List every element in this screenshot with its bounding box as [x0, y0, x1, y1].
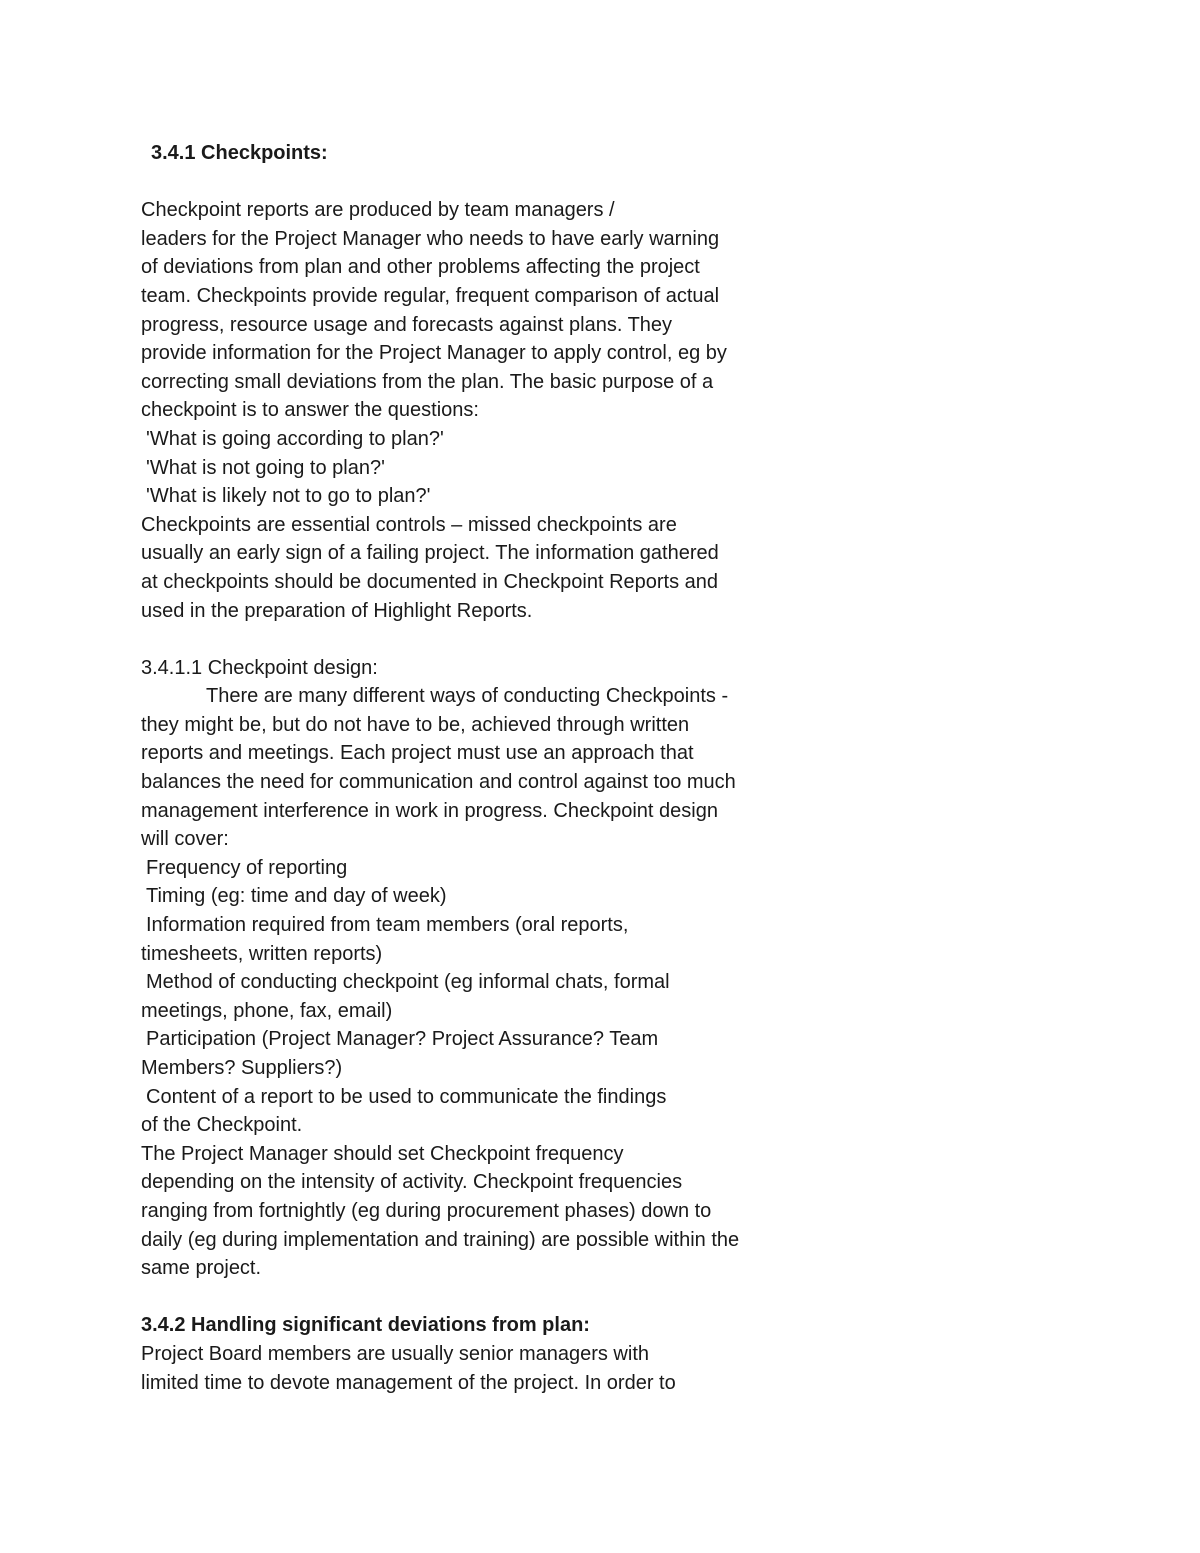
paragraph-checkpoint-design: [141, 682, 841, 854]
text-line: balances the need for communication and control against too much: [141, 771, 736, 794]
text-line: daily (eg during implementation and training) are possible within the: [141, 1228, 740, 1251]
section-heading-deviations: 3.4.2 Handling significant deviations from plan:: [141, 1314, 590, 1337]
text-line: at checkpoints should be documented in Checkpoint Reports and: [141, 570, 719, 593]
spacer: [141, 1283, 841, 1312]
text-line: The Project Manager should set Checkpoint frequency: [141, 1142, 624, 1165]
text-line: progress, resource usage and forecasts against plans. They: [141, 313, 673, 336]
spacer: [141, 168, 841, 197]
document-page: [141, 139, 841, 1397]
list-item: Information required from team members (oral reports,: [146, 914, 629, 937]
text-line: checkpoint is to answer the questions:: [141, 399, 479, 422]
text-line: of deviations from plan and other problems affecting the project: [141, 256, 700, 279]
text-line: usually an early sign of a failing project. The information gathered: [141, 542, 719, 565]
text-line: limited time to devote management of the project. In order to: [141, 1371, 676, 1394]
text-line: team. Checkpoints provide regular, frequent comparison of actual: [141, 284, 720, 307]
text-line: leaders for the Project Manager who needs to have early warning: [141, 227, 720, 250]
text-line: used in the preparation of Highlight Reports.: [141, 599, 533, 622]
text-line: they might be, but do not have to be, achieved through written: [141, 713, 690, 736]
text-line: ranging from fortnightly (eg during procurement phases) down to: [141, 1199, 712, 1222]
list-item: Method of conducting checkpoint (eg informal chats, formal: [146, 971, 670, 994]
paragraph-project-board: [141, 1340, 841, 1397]
text-line: provide information for the Project Manager to apply control, eg by: [141, 342, 727, 365]
text-line: same project.: [141, 1257, 262, 1280]
spacer: [141, 625, 841, 654]
text-line: management interference in work in progress. Checkpoint design: [141, 799, 718, 822]
text-line: will cover:: [141, 828, 229, 851]
question-item: 'What is going according to plan?': [146, 427, 444, 450]
design-item-list: [141, 854, 841, 1140]
list-item-continuation: timesheets, written reports): [141, 942, 383, 965]
list-item: Frequency of reporting: [146, 856, 348, 879]
text-line: Project Board members are usually senior managers with: [141, 1342, 649, 1365]
question-list: [141, 425, 841, 511]
list-item-continuation: of the Checkpoint.: [141, 1114, 303, 1137]
text-line: Checkpoint reports are produced by team managers /: [141, 199, 615, 222]
question-item: 'What is not going to plan?': [146, 456, 385, 479]
text-line: There are many different ways of conducting Checkpoints -: [206, 685, 729, 708]
list-item: Timing (eg: time and day of week): [146, 885, 447, 908]
paragraph-checkpoint-frequency: [141, 1140, 841, 1283]
list-item-continuation: meetings, phone, fax, email): [141, 999, 393, 1022]
text-line: correcting small deviations from the plan. The basic purpose of a: [141, 370, 714, 393]
subsection-heading-checkpoint-design: 3.4.1.1 Checkpoint design:: [141, 656, 378, 679]
text-line: Checkpoints are essential controls – missed checkpoints are: [141, 513, 677, 536]
list-item: Content of a report to be used to communicate the findings: [146, 1085, 667, 1108]
paragraph-checkpoint-reports: [141, 196, 841, 425]
text-line: reports and meetings. Each project must use an approach that: [141, 742, 694, 765]
list-item-continuation: Members? Suppliers?): [141, 1057, 343, 1079]
list-item: Participation (Project Manager? Project Assurance? Team: [146, 1028, 659, 1051]
text-line: depending on the intensity of activity. Checkpoint frequencies: [141, 1171, 683, 1194]
question-item: 'What is likely not to go to plan?': [146, 485, 431, 508]
section-heading-checkpoints: 3.4.1 Checkpoints:: [151, 142, 328, 164]
paragraph-essential-controls: [141, 511, 841, 625]
